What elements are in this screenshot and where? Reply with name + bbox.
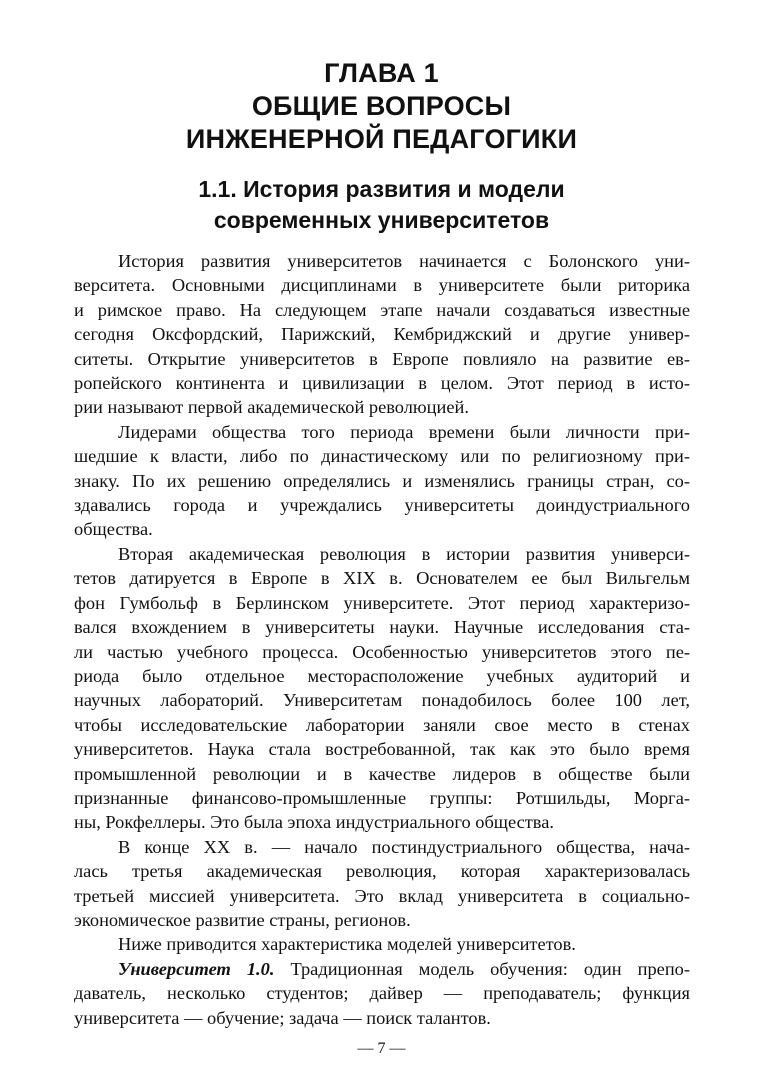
paragraph-4 <box>74 835 690 933</box>
text-line: сегодня Оксфордский, Парижский, Кембриджский и другие универ- <box>74 324 690 345</box>
text-line: научных лабораторий. Университетам понадобилось более 100 лет, <box>74 690 690 711</box>
text-line: верситета. Основными дисциплинами в университете были риторика <box>74 275 690 296</box>
paragraph-3 <box>74 542 690 835</box>
text-line: вался вхождением в университеты науки. Научные исследования ста- <box>74 617 690 638</box>
text-line: даватель, несколько студентов; дайвер — преподаватель; функция <box>74 983 690 1004</box>
text-line: ситеты. Открытие университетов в Европе повлияло на развитие ев- <box>74 348 690 369</box>
text-line: третьей миссией университета. Это вклад университета в социально- <box>74 885 690 906</box>
text-line: Ниже приводится характеристика моделей университетов. <box>118 934 576 955</box>
text-line: промышленной революции и в качестве лидеров в обществе были <box>74 763 690 784</box>
text-line: ли частью учебного процесса. Особенностью университетов этого пе- <box>74 641 690 662</box>
text-line: университета — обучение; задача — поиск талантов. <box>74 1007 491 1028</box>
page-number: — 7 — <box>357 1040 406 1057</box>
text-line: фон Гумбольф в Берлинском университете. Этот период характеризо- <box>74 592 690 613</box>
text-line: риода было отдельное месторасположение учебных аудиторий и <box>74 665 690 686</box>
paragraph-5 <box>74 932 690 956</box>
text-line: ны, Рокфеллеры. Это была эпоха индустриального общества. <box>74 812 554 833</box>
university-model-term: Университет 1.0. <box>118 958 275 979</box>
text-line: чтобы исследовательские лаборатории заняли свое место в стенах <box>74 714 690 735</box>
body-text <box>74 249 690 1030</box>
text-line: шедшие к власти, либо по династическому или по религиозному при- <box>74 446 690 467</box>
text-line: общества. <box>74 519 153 540</box>
section-heading <box>0 174 763 236</box>
text-fragment: Традиционная модель обучения: один препо- <box>274 958 690 979</box>
text-line: Лидерами общества того периода времени были личности при- <box>118 421 690 442</box>
paragraph-6 <box>74 957 690 1030</box>
text-line: Вторая академическая революция в истории развития универси- <box>118 543 690 564</box>
text-line: ропейского континента и цивилизации в целом. Этот период в исто- <box>74 373 690 394</box>
text-line: рии называют первой академической революцией. <box>74 397 469 418</box>
section-title-line-1: 1.1. История развития и модели <box>198 176 565 202</box>
text-line: тетов датируется в Европе в XIX в. Основателем ее был Вильгельм <box>74 568 690 589</box>
section-title-line-2: современных университетов <box>213 207 550 233</box>
paragraph-2 <box>74 420 690 542</box>
text-line: признанные финансово-промышленные группы: Ротшильды, Морга- <box>74 787 690 808</box>
text-line: и римское право. На следующем этапе начали создаваться известные <box>74 299 690 320</box>
chapter-number: ГЛАВА 1 <box>324 58 439 88</box>
chapter-title-line-2: ИНЖЕНЕРНОЙ ПЕДАГОГИКИ <box>185 124 578 154</box>
text-line: В конце XX в. — начало постиндустриального общества, нача- <box>118 836 690 857</box>
chapter-title-line-1: ОБЩИЕ ВОПРОСЫ <box>251 91 512 121</box>
text-line: История развития университетов начинается с Болонского уни- <box>118 251 690 271</box>
text-line: знаку. По их решению определялись и изменялись границы стран, со- <box>74 470 690 491</box>
chapter-heading <box>0 57 763 156</box>
text-line: здавались города и учреждались университеты доиндустриального <box>74 495 690 516</box>
text-line <box>74 957 690 981</box>
paragraph-1 <box>74 249 690 420</box>
text-line: лась третья академическая революция, которая характеризовалась <box>74 861 690 882</box>
text-line: экономическое развитие страны, регионов. <box>74 909 411 930</box>
text-line: университетов. Наука стала востребованной, так как это было время <box>74 739 690 760</box>
